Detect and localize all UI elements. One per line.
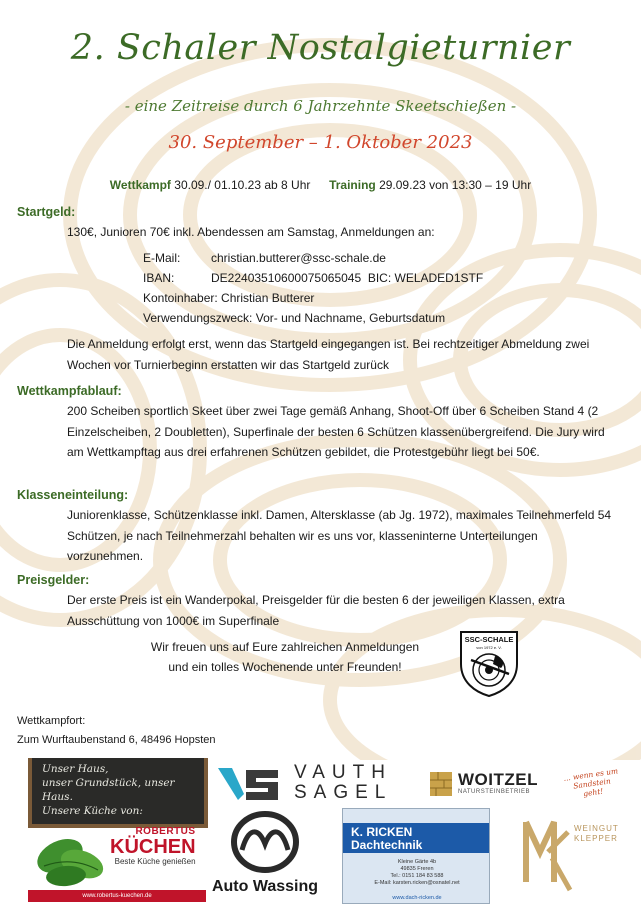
basil-leaves-icon <box>32 826 114 890</box>
page-subtitle: - eine Zeitreise durch 6 Jahrzehnte Skeetschießen - <box>124 97 517 115</box>
vauth-sagel-logo-icon <box>216 764 286 804</box>
vauth-line-2: SAGEL <box>294 782 393 803</box>
robertus-name: ROBERTUS <box>135 826 196 837</box>
sponsor-auto-wassing <box>200 808 330 903</box>
svg-text:SSC-SCHALE: SSC-SCHALE <box>464 635 514 644</box>
sponsor-woitzel <box>428 768 618 804</box>
venue-label: Wettkampfort: <box>17 715 86 727</box>
woitzel-name: WOITZEL <box>458 770 538 789</box>
ricken-address <box>343 859 490 887</box>
ricken-trade: Dachtechnik <box>351 838 423 852</box>
ricken-address-line: Tel.: 0151 184 83 588 <box>390 873 444 879</box>
schedule-line <box>0 178 641 192</box>
klepper-line-1: WEINGUT <box>574 824 619 833</box>
auto-wassing-name: Auto Wassing <box>211 878 319 895</box>
sponsor-weingut-klepper <box>516 808 619 903</box>
account-holder: Kontoinhaber: Christian Butterer <box>143 291 315 305</box>
iban-value: DE22403510600075065045 BIC: WELADED1STF <box>211 271 484 285</box>
ricken-url[interactable]: www.dach-ricken.de <box>392 895 442 901</box>
klepper-monogram-icon <box>518 812 576 898</box>
klassen-text: Juniorenklasse, Schützenklasse inkl. Damen, Altersklasse (ab Jg. 1972), maximales Teilnehmerfeld 54 Schützen, je nach Teilnehmerzahl behalten wir es uns vor, klasseninterne Unterteilungen vorzunehmen. <box>67 508 612 563</box>
venue <box>17 712 216 749</box>
email-address[interactable]: christian.butterer@ssc-schale.de <box>211 251 386 265</box>
iban-label: IBAN: <box>143 271 175 285</box>
bank-details <box>143 248 483 328</box>
robertus-slogan: Beste Küche genießen <box>114 857 196 866</box>
closing-line-2: und ein tolles Wochenende unter Freunden! <box>168 660 402 674</box>
ssc-schale-logo <box>457 628 521 698</box>
woitzel-subtitle: NATURSTEINBETRIEB <box>458 789 531 795</box>
closing-message <box>120 637 450 677</box>
sponsor-vauth-sagel <box>216 760 416 808</box>
ablauf-heading: Wettkampfablauf: <box>17 384 122 398</box>
event-dates: 30. September – 1. Oktober 2023 <box>168 132 473 153</box>
registration-note: Die Anmeldung erfolgt erst, wenn das Startgeld eingegangen ist. Bei rechtzeitiger Abmeldung zwei Wochen vor Turnierbeginn erstatten wir das Startgeld zurück <box>67 337 590 372</box>
klassen-heading: Klasseneinteilung: <box>17 488 129 502</box>
startgeld-text: 130€, Junioren 70€ inkl. Abendessen am Samstag, Anmeldungen an: <box>67 225 435 239</box>
robertus-kuechen: KÜCHEN <box>110 836 196 858</box>
training-label: Training <box>329 178 376 192</box>
training-time: 29.09.23 von 13:30 – 19 Uhr <box>379 178 532 192</box>
robertus-url[interactable]: www.robertus-kuechen.de <box>28 890 206 902</box>
chalk-line-2: unser Grundstück, unser Haus. <box>42 777 175 803</box>
wettkampf-label: Wettkampf <box>109 178 171 192</box>
ablauf-text: 200 Scheiben sportlich Skeet über zwei Tage gemäß Anhang, Shoot-Off über 6 Scheiben Stand 4 (2 Einzelscheiben, 2 Doubletten), Superfinale der besten 6 Schützen klassenübergreifend. Die Jury wird am Wettkampftag aus drei erfahrenen Schützen gebildet, die Protestgebühr liegt bei 50€. <box>67 404 605 459</box>
chalk-line-3: Unsere Küche von: <box>42 805 143 817</box>
email-label: E-Mail: <box>143 251 181 265</box>
ricken-name: K. RICKEN <box>351 825 413 839</box>
chalk-line-1: Unser Haus, <box>42 763 109 775</box>
robertus-wordmark <box>110 826 196 866</box>
preise-heading: Preisgelder: <box>17 573 90 587</box>
klepper-wordmark <box>574 824 619 844</box>
ricken-address-line: Kleine Gärte 4b <box>397 859 437 865</box>
sponsor-robertus-kuechen <box>28 818 206 902</box>
ricken-address-line: E-Mail: karsten.ricken@osnatel.net <box>374 880 460 886</box>
mazda-logo-icon <box>230 810 300 874</box>
ricken-header <box>343 823 490 853</box>
page-title: 2. Schaler Nostalgieturnier <box>70 28 571 68</box>
sponsor-ricken-dachtechnik <box>342 808 490 904</box>
klepper-line-2: KLEPPER <box>574 834 618 843</box>
startgeld-heading: Startgeld: <box>17 205 76 219</box>
woitzel-stone-icon <box>428 770 454 798</box>
woitzel-slogan: ... wenn es um Sandstein geht! <box>562 766 619 799</box>
wettkampf-time: 30.09./ 01.10.23 ab 8 Uhr <box>174 178 311 192</box>
payment-purpose: Verwendungszweck: Vor- und Nachname, Geburtsdatum <box>143 311 446 325</box>
vauth-line-1: VAUTH <box>294 762 392 783</box>
ricken-address-line: 49835 Freren <box>400 866 434 872</box>
venue-address: Zum Wurftaubenstand 6, 48496 Hopsten <box>17 733 216 746</box>
closing-line-1: Wir freuen uns auf Eure zahlreichen Anmeldungen <box>150 640 420 654</box>
svg-text:von 1972 e. V.: von 1972 e. V. <box>476 645 502 650</box>
preise-text: Der erste Preis ist ein Wanderpokal, Preisgelder für die besten 6 der jeweiligen Klassen, extra Ausschüttung von 1000€ im Superfinale <box>67 593 565 628</box>
